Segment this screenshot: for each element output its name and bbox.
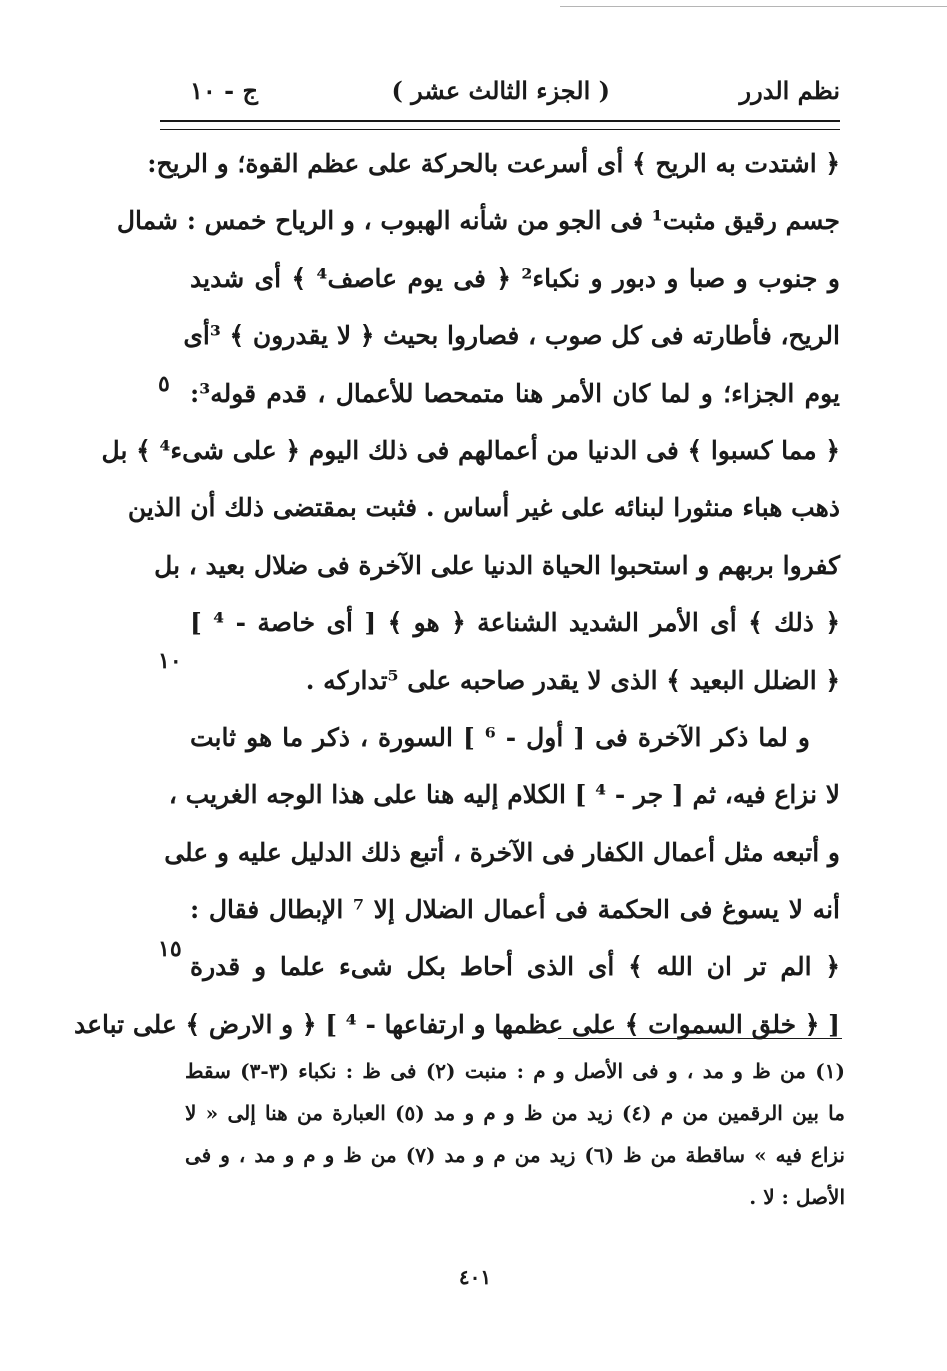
text-line: ذهب هباء منثورا لبنائه على غير أساس . فثبت بمقتضى ذلك أن الذين xyxy=(127,493,840,523)
text-line: جسم رقيق مثبت¹ فى الجو من شأنه الهبوب ، و الرياح خمس : شمال xyxy=(116,206,840,236)
text-line: ﴿ اشتدت به الريح ﴾ أى أسرعت بالحركة على عظم القوة؛ و الريح: xyxy=(147,149,840,178)
header-double-rule xyxy=(160,120,840,130)
footnote-line: ما بين الرقمين من م (٤) زيد من ظ و م و مد (٥) العبارة من هنا إلى « لا xyxy=(185,1101,845,1125)
line-number-10: ١٠ xyxy=(158,648,182,674)
text-line: و لما ذكر الآخرة فى [ أول - ⁶ ] السورة ، ذكر ما هو ثابت xyxy=(190,722,810,752)
text-line: الريح، فأطارته فى كل صوب ، فصاروا بحيث ﴿ لا يقدرون ﴾ ³أى xyxy=(183,321,840,351)
text-line: يوم الجزاء؛ و لما كان الأمر هنا متمحصا للأعمال ، قدم قوله³: xyxy=(190,378,840,408)
page-number: ٤٠١ xyxy=(458,1265,492,1289)
footnote-line: الأصل : لا . xyxy=(749,1185,845,1209)
book-title: نظم الدرر xyxy=(739,76,840,105)
text-line: ﴿ مما كسبوا ﴾ فى الدنيا من أعمالهم فى ذلك اليوم ﴿ على شىء⁴ ﴾ بل xyxy=(101,435,840,465)
line-number-15: ١٥ xyxy=(158,936,182,962)
volume-number: ج - ١٠ xyxy=(190,76,258,105)
footnotes xyxy=(185,1050,845,1218)
text-line: ﴿ الم تر ان الله ﴾ أى الذى أحاط بكل شىء علما و قدرة xyxy=(190,952,840,982)
text-line: لا نزاع فيه، ثم [ جر - ⁴ ] الكلام إليه هنا على هذا الوجه الغريب ، xyxy=(168,780,840,810)
footnote-line: (١) من ظ و مد ، و فى الأصل و م : منبت (٢) فى ظ : نكباء (٣-٣) سقط xyxy=(185,1059,845,1083)
footnote-line: نزاع فيه » ساقطة من ظ (٦) زيد من م و مد (٧) من ظ و م و مد ، و فى xyxy=(185,1143,845,1167)
text-line: كفروا بربهم و استحبوا الحياة الدنيا على الآخرة فى ضلال بعيد ، بل xyxy=(154,550,840,580)
text-line: و أتبعه مثل أعمال الكفار فى الآخرة ، أتبع ذلك الدليل عليه و على xyxy=(164,837,840,867)
footnote-rule xyxy=(558,1038,842,1039)
text-line: [ ﴿ خلق السموات ﴾ على عظمها و ارتفاعها - ⁴ ] ﴿ و الارض ﴾ على تباعد xyxy=(73,1009,840,1039)
text-line: و جنوب و صبا و دبور و نكباء² ﴿ فى يوم عاصف⁴ ﴾ أى شديد xyxy=(190,263,840,293)
line-number-5: ٥ xyxy=(158,371,170,397)
running-header xyxy=(160,68,840,118)
text-line: ﴿ الضلل البعيد ﴾ الذى لا يقدر صاحبه على ⁵تداركه . xyxy=(305,665,840,695)
top-edge-rule xyxy=(560,6,947,7)
text-line: ﴿ ذلك ﴾ أى الأمر الشديد الشناعة ﴿ هو ﴾ [ أى خاصة - ⁴ ] xyxy=(190,608,840,638)
text-line: أنه لا يسوغ فى الحكمة فى أعمال الضلال إلا ⁷ الإبطال فقال : xyxy=(190,895,840,925)
part-title: ( الجزء الثالث عشر ) xyxy=(391,76,610,105)
